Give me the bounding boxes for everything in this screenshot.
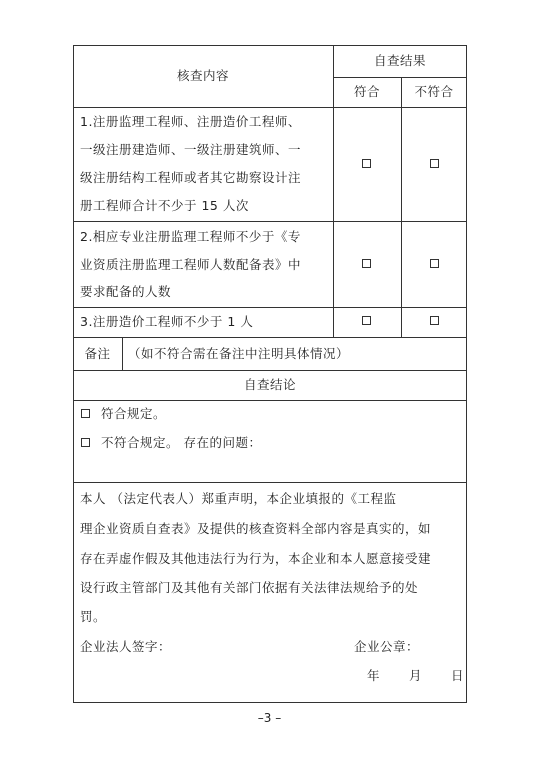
row-divider [73,482,467,483]
conclusion-title: 自查结论 [243,377,296,392]
column-divider [122,337,123,370]
nonconforms-option: 不符合规定。 存在的问题： [101,435,262,450]
declaration-line: 存在弄虚作假及其他违法行为行为，本企业和本人愿意接受建 [80,551,432,566]
conforms-checkbox[interactable] [81,409,90,418]
row-divider [73,307,467,308]
remarks-label: 备注 [84,346,111,361]
item-line: 3.注册造价工程师不少于 1 人 [80,314,254,329]
row-divider [73,337,467,338]
legal-representative-signature-label: 企业法人签字： [80,639,172,654]
remarks-text: （如不符合需在备注中注明具体情况） [128,346,350,361]
nonconforming-checkbox[interactable] [430,316,439,325]
declaration-line: 理企业资质自查表》及提供的核查资料全部内容是真实的，如 [80,521,432,536]
company-seal-label: 企业公章： [354,639,420,654]
conforming-checkbox[interactable] [362,259,371,268]
date-month-label: 月 [409,668,423,683]
nonconforming-checkbox[interactable] [430,159,439,168]
row-divider [73,221,467,222]
nonconforming-checkbox[interactable] [430,259,439,268]
item-line: 2.相应专业注册监理工程师不少于《专 [80,229,301,244]
date-day-label: 日 [451,668,465,683]
item-line: 1.注册监理工程师、注册造价工程师、 [80,114,301,129]
row-divider [73,107,467,108]
declaration-line: 罚。 [80,609,107,624]
declaration-line: 本人 （法定代表人）郑重声明，本企业填报的《工程监 [80,491,397,506]
column-divider [401,77,402,337]
nonconforming-header: 不符合 [414,84,454,99]
self-check-result-header: 自查结果 [373,53,426,68]
item-line: 一级注册建造师、一级注册建筑师、一 [80,142,302,157]
check-content-header: 核查内容 [176,68,229,83]
conforming-header: 符合 [353,84,380,99]
page-number: –3 – [257,711,282,725]
item-line: 业资质注册监理工程师人数配备表》中 [80,257,302,272]
conforming-checkbox[interactable] [362,316,371,325]
row-divider [73,370,467,371]
date-year-label: 年 [367,668,381,683]
conforms-option: 符合规定。 [101,406,167,421]
conforming-checkbox[interactable] [362,159,371,168]
declaration-line: 设行政主管部门及其他有关部门依据有关法律法规给予的处 [80,580,419,595]
item-line: 要求配备的人数 [80,284,172,299]
item-line: 级注册结构工程师或者其它勘察设计注 [80,170,302,185]
nonconforms-checkbox[interactable] [81,438,90,447]
header-divider [333,77,467,78]
item-line: 册工程师合计不少于 15 人次 [80,198,249,213]
